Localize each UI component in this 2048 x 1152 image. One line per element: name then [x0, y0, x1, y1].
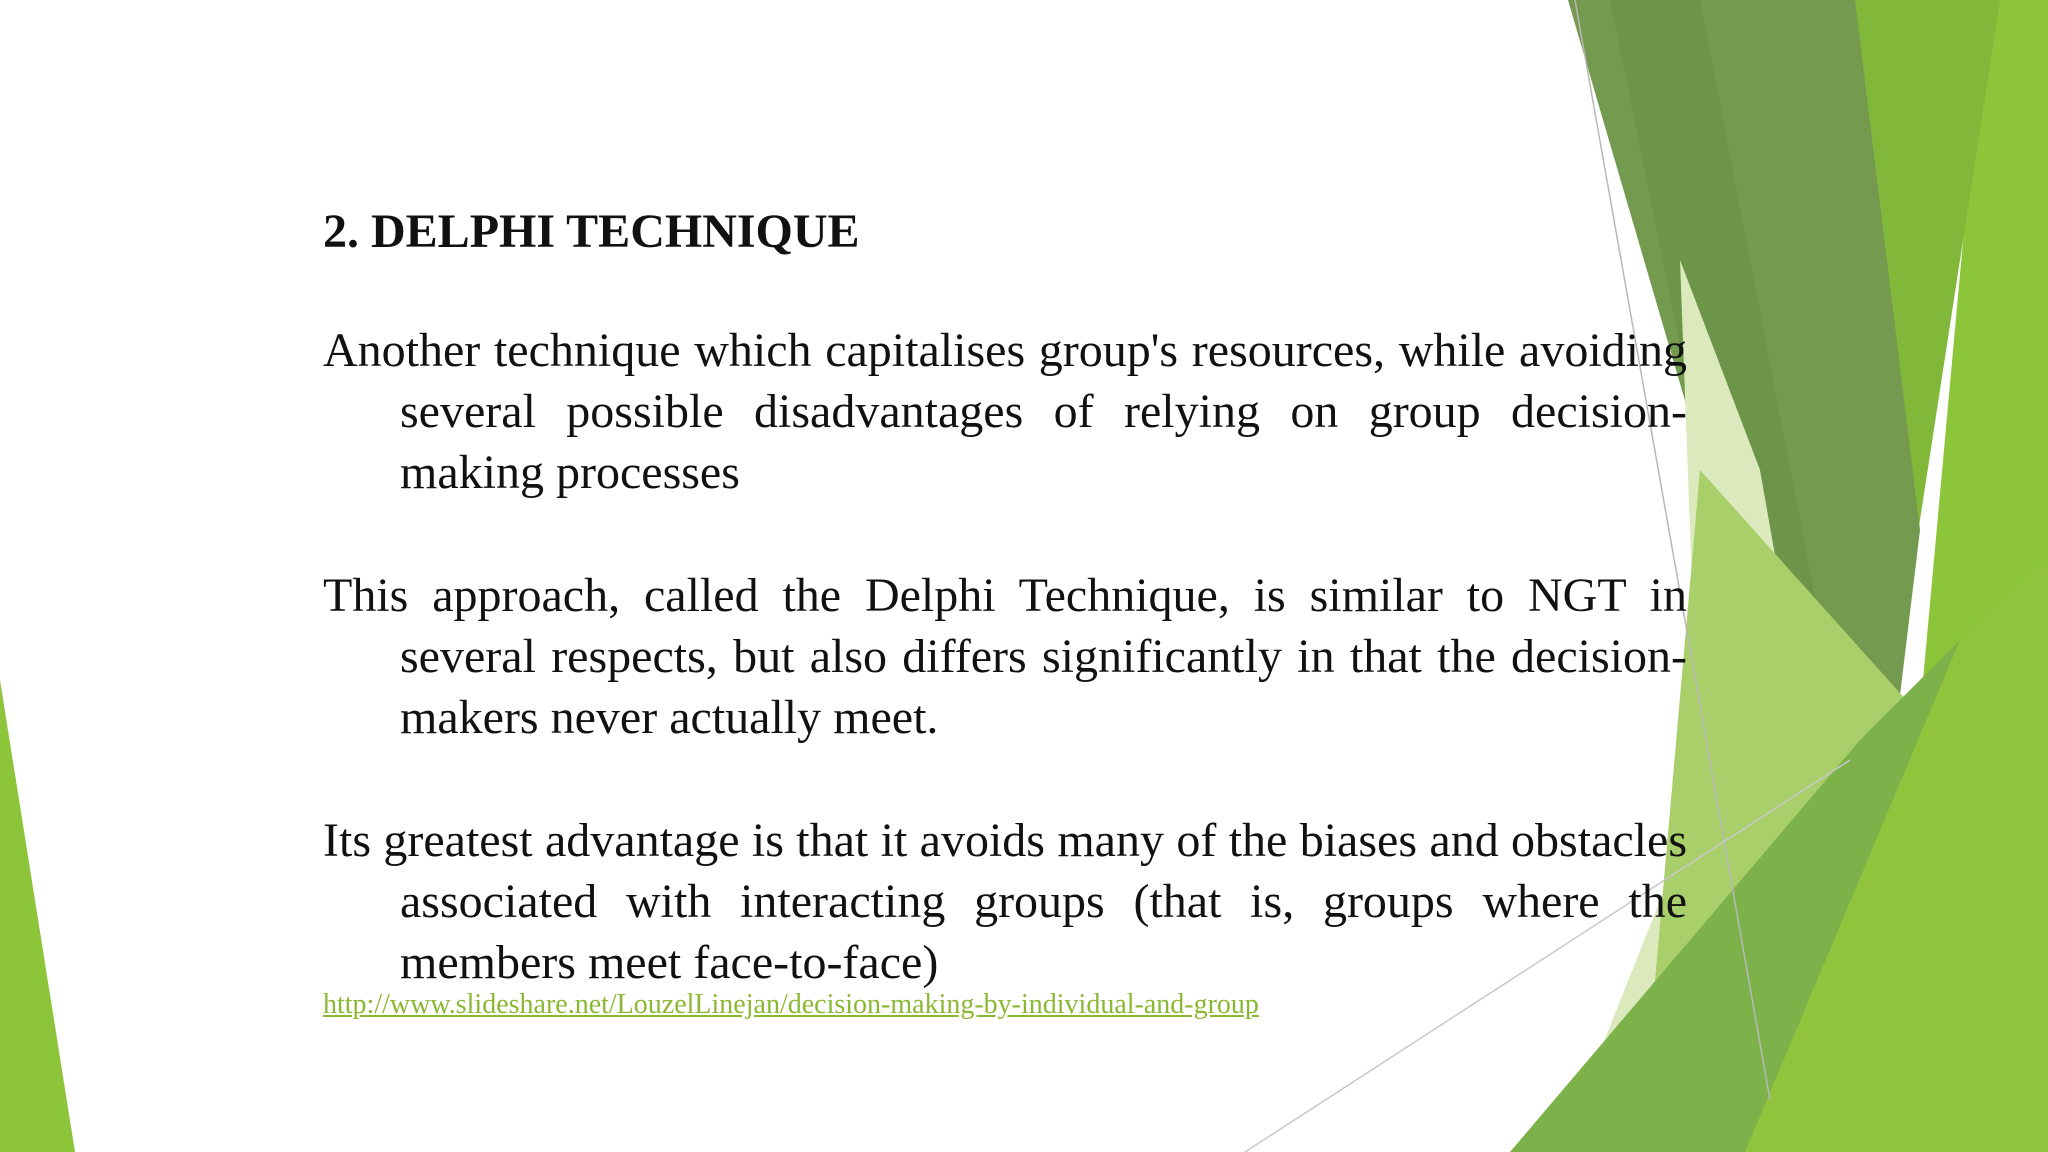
source-link[interactable]: http://www.slideshare.net/LouzelLinejan/decision-making-by-individual-and-group — [323, 989, 1259, 1020]
paragraph-approach: This approach, called the Delphi Technique, is similar to NGT in several respects, but also differs significantly in that the decision-makers never actually meet. — [323, 569, 1687, 744]
paragraph-advantage: Its greatest advantage is that it avoids many of the biases and obstacles associated with interacting groups (that is, groups where the members meet face-to-face) — [323, 814, 1687, 989]
slide-content — [323, 200, 1687, 1023]
paragraph-intro: Another technique which capitalises group's resources, while avoiding several possible disadvantages of relying on group decision-making processes — [323, 324, 1687, 499]
left-edge-facet — [0, 680, 75, 1152]
slide-title: 2. DELPHI TECHNIQUE — [323, 205, 860, 258]
